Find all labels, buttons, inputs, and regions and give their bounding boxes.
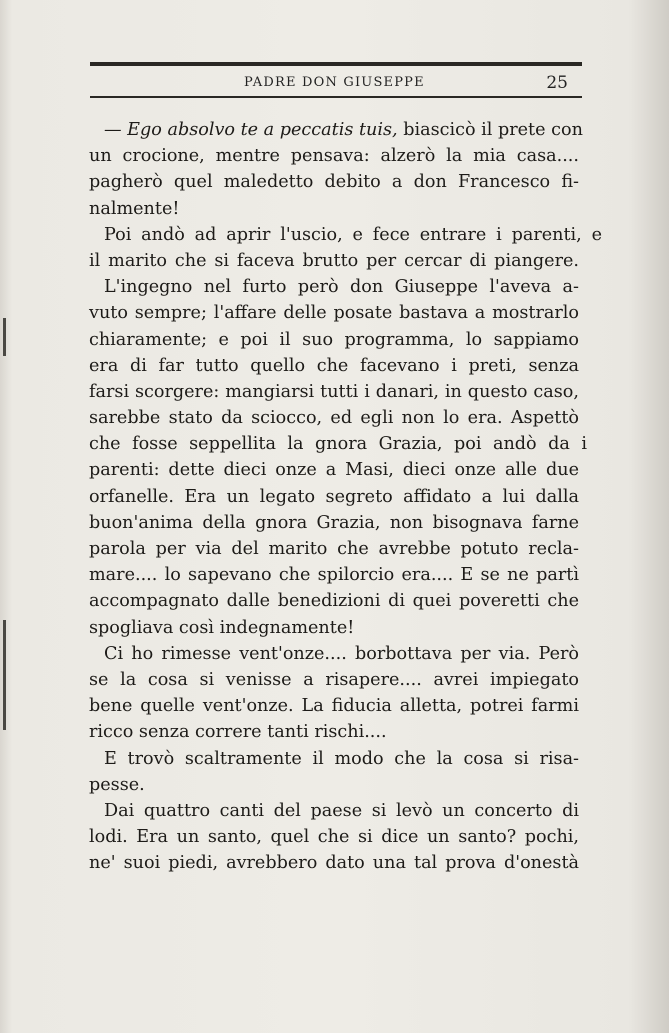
text-line: parola per via del marito che avrebbe potuto recla-: [89, 539, 579, 559]
text-line: orfanelle. Era un legato segreto affidato a lui dalla: [89, 486, 579, 507]
text-line: mare.... lo sapevano che spilorcio era.... E se ne partì: [89, 565, 579, 586]
text-line: che fosse seppellita la gnora Grazia, poi andò da i: [89, 434, 587, 455]
text-line: nalmente!: [89, 198, 180, 219]
text-line: ne' suoi piedi, avrebbero dato una tal prova d'onestà: [89, 853, 579, 874]
body-text: [89, 117, 602, 876]
running-title: PADRE DON GIUSEPPE: [244, 75, 425, 90]
text-line: Dai quattro canti del paese si levò un concerto di: [104, 800, 579, 821]
text-line: buon'anima della gnora Grazia, non bisognava farne: [89, 512, 579, 533]
text-line: sarebbe stato da sciocco, ed egli non lo era. Aspettò: [89, 408, 579, 429]
text-line: [89, 117, 583, 143]
text-line: lodi. Era un santo, quel che si dice un santo? pochi,: [89, 827, 579, 848]
text-line-rest: biascicò il prete con: [403, 120, 583, 140]
page-edge-mark: [3, 318, 6, 356]
text-line: parenti: dette dieci onze a Masi, dieci onze alle due: [89, 460, 579, 481]
text-line: Ci ho rimesse vent'onze.... borbottava per via. Però: [104, 643, 579, 664]
text-line: il marito che si faceva brutto per cercar di piangere.: [89, 250, 579, 271]
page-edge-mark: [3, 620, 6, 730]
text-line: pesse.: [89, 774, 145, 795]
text-line: se la cosa si venisse a risapere.... avrei impiegato: [89, 669, 579, 690]
text-line: bene quelle vent'onze. La fiducia alletta, potrei farmi: [89, 696, 579, 717]
text-line: chiaramente; e poi il suo programma, lo sappiamo: [89, 329, 579, 350]
text-line: accompagnato dalle benedizioni di quei poveretti che: [89, 591, 579, 612]
text-line: era di far tutto quello che facevano i preti, senza: [89, 355, 579, 376]
text-line: pagherò quel maledetto debito a don Francesco fi-: [89, 172, 579, 193]
text-line: un crocione, mentre pensava: alzerò la mia casa....: [89, 146, 579, 167]
header-rule-top: [90, 62, 582, 66]
header-rule-bottom: [90, 96, 582, 98]
text-line: Poi andò ad aprir l'uscio, e fece entrare i parenti, e: [104, 224, 602, 245]
text-line: vuto sempre; l'affare delle posate bastava a mostrarlo: [89, 303, 579, 324]
text-line: farsi scorgere: mangiarsi tutti i danari, in questo caso,: [89, 381, 579, 402]
text-line: ricco senza correre tanti rischi....: [89, 722, 387, 743]
text-line: spogliava così indegnamente!: [89, 617, 355, 638]
latin-absolution-phrase: — Ego absolvo te a peccatis tuis,: [104, 120, 398, 140]
text-line: L'ingegno nel furto però don Giuseppe l'aveva a-: [104, 277, 579, 298]
page-number: 25: [546, 73, 568, 93]
text-line: E trovò scaltramente il modo che la cosa si risa-: [104, 748, 579, 769]
